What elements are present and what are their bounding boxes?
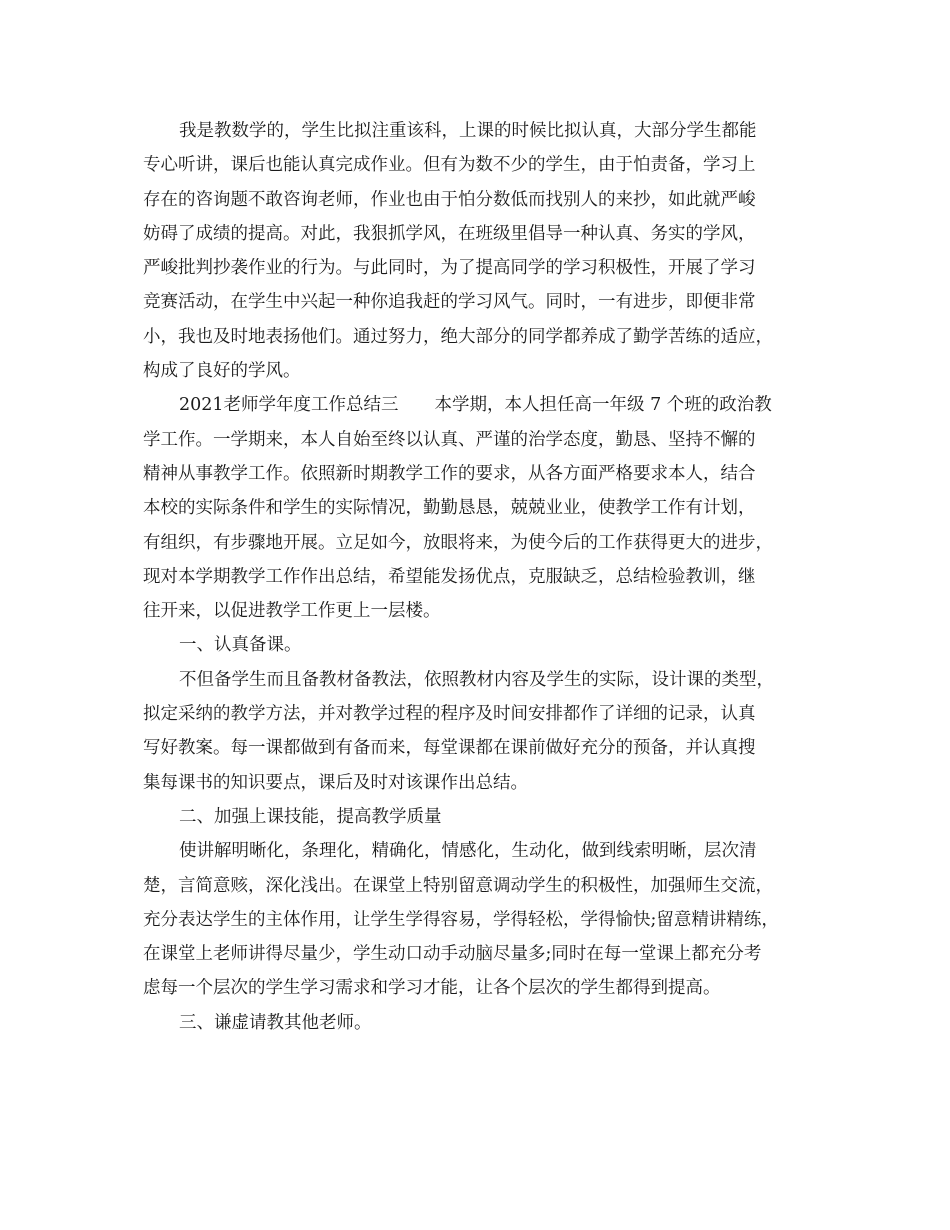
text-line: 现对本学期教学工作作出总结，希望能发扬优点，克服缺乏，总结检验教训，继: [143, 566, 756, 587]
text-line: 精神从事教学工作。依照新时期教学工作的要求，从各方面严格要求本人，结合: [143, 463, 756, 484]
text-line: 不但备学生而且备教材备教法，依照教材内容及学生的实际，设计课的类型，: [179, 669, 774, 690]
text-line: 我是教数学的，学生比拟注重该科，上课的时候比拟认真，大部分学生都能: [179, 121, 757, 141]
text-line: 一、认真备课。: [179, 635, 302, 656]
text-line: 使讲解明晰化，条理化，精确化，情感化，生动化，做到线索明晰，层次清: [179, 841, 757, 862]
text-line: 妨碍了成绩的提高。对此，我狠抓学风，在班级里倡导一种认真、务实的学风，: [143, 223, 756, 244]
text-line: 往开来，以促进教学工作更上一层楼。: [143, 601, 441, 622]
text-line: 严峻批判抄袭作业的行为。与此同时，为了提高同学的学习积极性，开展了学习: [143, 258, 756, 279]
text-line: 小，我也及时地表扬他们。通过努力，绝大部分的同学都养成了勤学苦练的适应，: [143, 326, 773, 347]
text-line: 集每课书的知识要点，课后及时对该课作出总结。: [143, 772, 528, 793]
text-line: [143, 388, 813, 422]
text-line: 专心听讲，课后也能认真完成作业。但有为数不少的学生，由于怕责备，学习上: [143, 155, 756, 176]
section-heading: 2021老师学年度工作总结三: [179, 395, 399, 416]
text-line: 充分表达学生的主体作用，让学生学得容易，学得轻松，学得愉快;留意精讲精练，: [143, 909, 779, 930]
text-line: 虑每一个层次的学生学习需求和学习才能，让各个层次的学生都得到提高。: [143, 978, 721, 999]
paragraph-teaching-skills: [143, 834, 813, 1005]
text-line: 竞赛活动，在学生中兴起一种你追我赶的学习风气。同时，一有进步，即便非常: [143, 292, 756, 313]
text-line: 写好教案。每一课都做到有备而来，每堂课都在课前做好充分的预备，并认真搜: [143, 738, 756, 759]
text-line: 存在的咨询题不敢咨询老师，作业也由于怕分数低而找别人的来抄，如此就严峻: [143, 189, 756, 210]
document-body: [143, 114, 813, 1040]
text-line: 本校的实际条件和学生的实际情况，勤勤恳恳，兢兢业业，使教学工作有计划，: [143, 498, 756, 519]
text-line: 二、加强上课技能，提高教学质量: [179, 806, 442, 827]
text-line: 学工作。一学期来，本人自始至终以认真、严谨的治学态度，勤恳、坚持不懈的: [143, 429, 756, 450]
paragraph-summary-three: [143, 388, 813, 628]
section-heading-prepare-lessons: [143, 628, 813, 662]
text-line: 在课堂上老师讲得尽量少，学生动口动手动脑尽量多;同时在每一堂课上都充分考: [143, 944, 762, 965]
text-line: 有组织，有步骤地开展。立足如今，放眼将来，为使今后的工作获得更大的进步，: [143, 532, 773, 553]
section-heading-teaching-skills: [143, 800, 813, 834]
text-line: 三、谦虚请教其他老师。: [179, 1012, 372, 1033]
text-span: 本学期，本人担任高一年级 7 个班的政治教: [434, 395, 772, 416]
section-heading-consult-teachers: [143, 1006, 813, 1040]
paragraph-prepare-lessons: [143, 663, 813, 800]
paragraph-study-style: [143, 114, 813, 388]
text-line: 构成了良好的学风。: [143, 361, 301, 382]
text-line: 拟定采纳的教学方法，并对教学过程的程序及时间安排都作了详细的记录，认真: [143, 704, 756, 725]
text-line: 楚，言简意赅，深化浅出。在课堂上特别留意调动学生的积极性，加强师生交流，: [143, 875, 773, 896]
